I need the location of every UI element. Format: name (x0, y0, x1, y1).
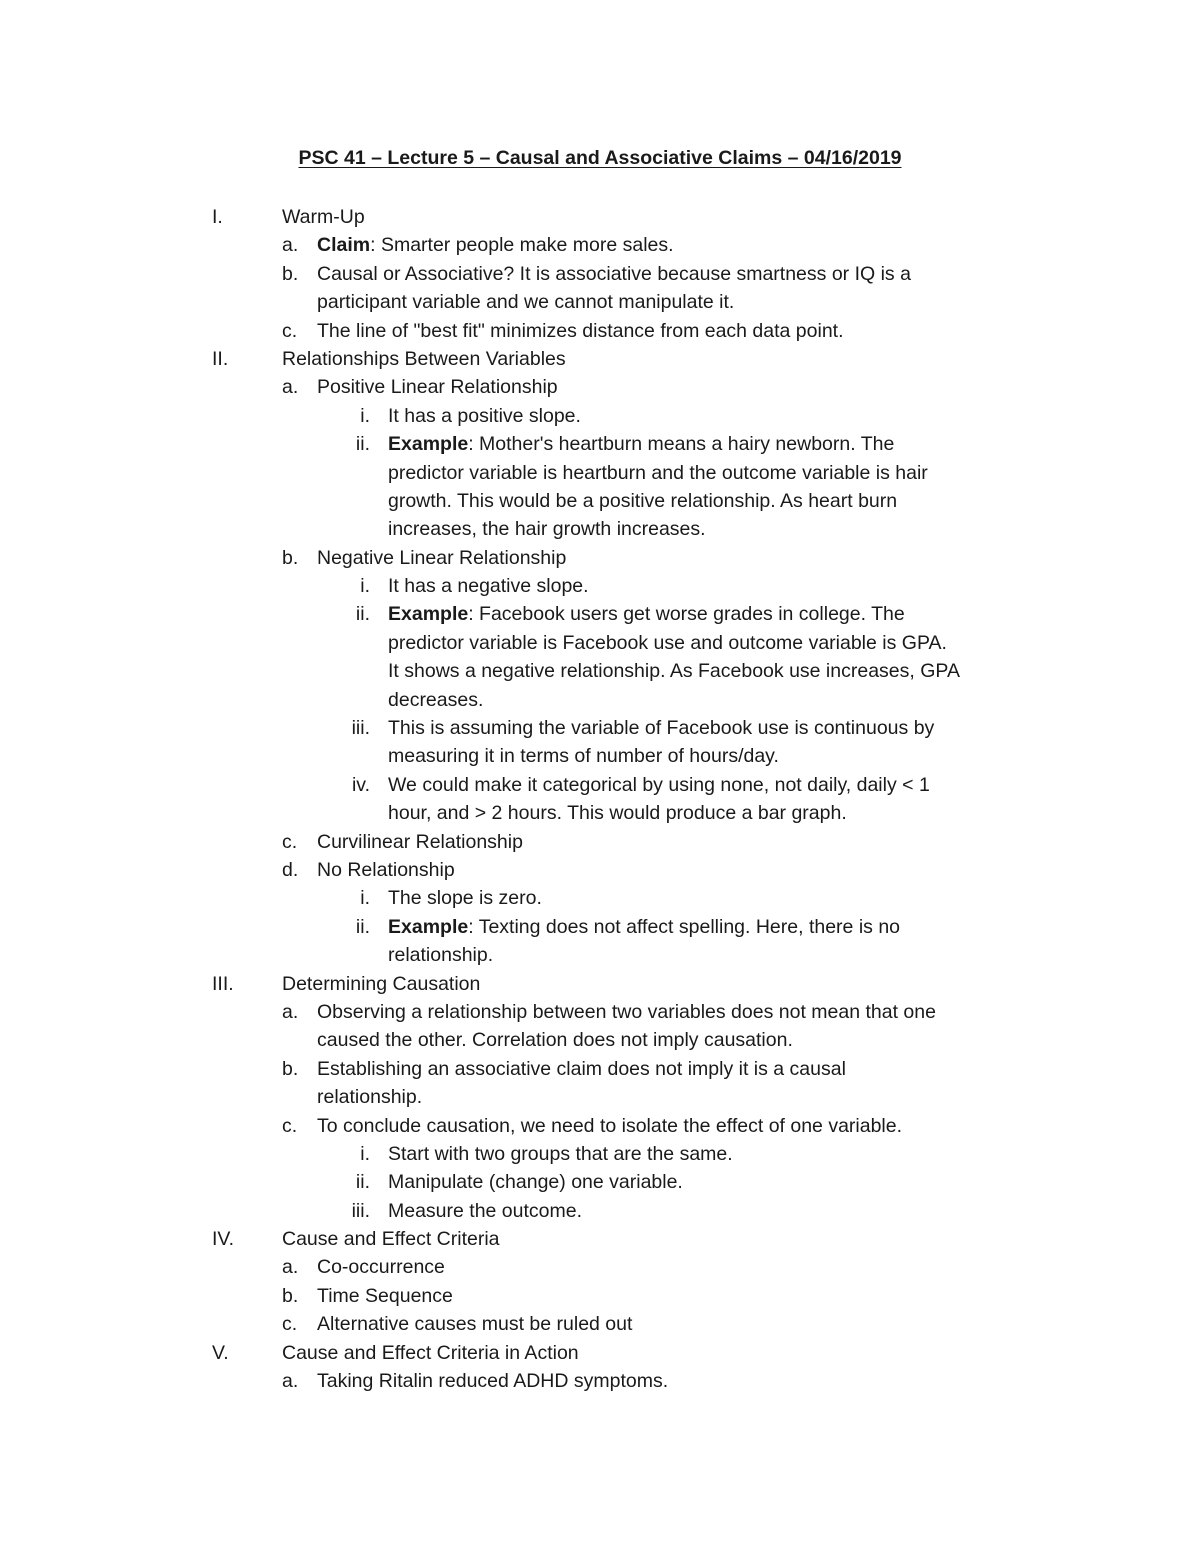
outline-item (0, 317, 1200, 345)
outline-marker: II. (212, 347, 229, 370)
outline-marker: c. (282, 830, 298, 853)
outline-text (317, 317, 844, 345)
outline-marker: ii. (355, 1171, 370, 1194)
line-text: It has a negative slope. (388, 575, 589, 598)
outline-line (0, 970, 1200, 998)
outline-item (0, 1112, 1200, 1140)
outline-text (388, 572, 589, 600)
outline-line (0, 1168, 1200, 1196)
outline-text (388, 1197, 582, 1225)
outline-item (0, 1310, 1200, 1338)
outline-subitem (0, 913, 1200, 970)
outline-item (0, 231, 1200, 259)
outline-line (0, 402, 1200, 430)
outline-text (388, 487, 897, 515)
outline-line (0, 856, 1200, 884)
outline-marker: IV. (212, 1228, 235, 1251)
outline-marker: iii. (351, 1199, 370, 1222)
line-text: Positive Linear Relationship (317, 376, 558, 399)
bold-label: Example (388, 433, 469, 456)
line-text: relationship. (317, 1086, 423, 1109)
outline-line (0, 1225, 1200, 1253)
outline-text (282, 203, 365, 231)
line-text: No Relationship (317, 858, 455, 881)
line-text: Relationships Between Variables (282, 347, 566, 370)
outline-item (0, 1282, 1200, 1310)
outline-marker: ii. (355, 915, 370, 938)
outline-subitem (0, 430, 1200, 544)
outline-text (388, 402, 581, 430)
line-text: increases, the hair growth increases. (388, 518, 706, 541)
outline-marker: b. (282, 1057, 299, 1080)
outline-text (388, 884, 542, 912)
outline-item (0, 856, 1200, 884)
outline-text (388, 1168, 683, 1196)
outline-text (388, 941, 493, 969)
outline-marker: b. (282, 546, 299, 569)
line-text: The line of "best fit" minimizes distance from each data point. (317, 319, 844, 342)
outline-text (317, 1083, 422, 1111)
outline-marker: iv. (351, 773, 370, 796)
line-text: Determining Causation (282, 972, 481, 995)
outline-text (388, 742, 779, 770)
line-text: Cause and Effect Criteria in Action (282, 1341, 579, 1364)
outline-marker: b. (282, 1284, 299, 1307)
outline-marker: ii. (355, 603, 370, 626)
outline-subitem (0, 884, 1200, 912)
outline-line (0, 913, 1200, 941)
outline-item (0, 1367, 1200, 1395)
outline-marker: c. (282, 1313, 298, 1336)
outline-line (0, 544, 1200, 572)
outline-subitem (0, 572, 1200, 600)
outline-marker: i. (360, 887, 370, 910)
line-text: predictor variable is Facebook use and outcome variable is GPA. (388, 631, 947, 654)
outline-line (0, 572, 1200, 600)
outline-text (317, 1282, 453, 1310)
outline-line (0, 1197, 1200, 1225)
outline-line (0, 1367, 1200, 1395)
line-text: predictor variable is heartburn and the outcome variable is hair (388, 461, 928, 484)
page-title: PSC 41 – Lecture 5 – Causal and Associative Claims – 04/16/2019 (298, 147, 902, 169)
outline-marker: i. (360, 1142, 370, 1165)
outline-section (0, 345, 1200, 373)
outline-marker: V. (212, 1341, 229, 1364)
line-text: It has a positive slope. (388, 404, 581, 427)
outline-line (0, 1339, 1200, 1367)
outline-text (317, 1367, 668, 1395)
line-text: Manipulate (change) one variable. (388, 1171, 683, 1194)
line-text: Measure the outcome. (388, 1199, 583, 1222)
outline-marker: c. (282, 319, 298, 342)
outline-text (282, 1225, 500, 1253)
line-text: Causal or Associative? It is associative because smartness or IQ is a (317, 262, 911, 285)
outline-text (317, 544, 566, 572)
outline-subitem (0, 1140, 1200, 1168)
line-text: Observing a relationship between two variables does not mean that one (317, 1000, 936, 1023)
line-text: Taking Ritalin reduced ADHD symptoms. (317, 1370, 669, 1393)
outline-text (317, 1253, 445, 1281)
outline-marker: i. (360, 404, 370, 427)
bold-label: Claim (317, 234, 371, 257)
outline-marker: I. (212, 206, 223, 228)
outline-line (0, 686, 1200, 714)
outline-line (0, 714, 1200, 742)
outline-text (282, 1339, 579, 1367)
outline-text (388, 686, 483, 714)
line-text: Co-occurrence (317, 1256, 445, 1279)
outline-text (317, 1112, 902, 1140)
line-text: growth. This would be a positive relationship. As heart burn (388, 489, 898, 512)
outline-line (0, 799, 1200, 827)
line-text: caused the other. Correlation does not imply causation. (317, 1029, 793, 1052)
outline-line (0, 600, 1200, 628)
outline-item (0, 998, 1200, 1055)
outline-marker: c. (282, 1114, 298, 1137)
outline-marker: a. (282, 1370, 299, 1393)
outline-text (317, 1310, 632, 1338)
outline-line (0, 459, 1200, 487)
outline-text (388, 1140, 733, 1168)
line-text: It shows a negative relationship. As Facebook use increases, GPA (388, 660, 960, 683)
line-text: : Facebook users get worse grades in college. The (468, 603, 905, 626)
outline-line (0, 1026, 1200, 1054)
outline-text (388, 459, 928, 487)
outline-line (0, 288, 1200, 316)
line-text: Establishing an associative claim does not imply it is a causal (317, 1057, 846, 1080)
outline-line (0, 1140, 1200, 1168)
outline-text (388, 629, 947, 657)
bold-label: Example (388, 915, 469, 938)
outline-line (0, 1055, 1200, 1083)
outline-line (0, 1253, 1200, 1281)
line-text: Curvilinear Relationship (317, 830, 523, 853)
line-text: hour, and > 2 hours. This would produce a bar graph. (388, 802, 847, 825)
line-text: decreases. (388, 688, 484, 711)
outline-item (0, 260, 1200, 317)
line-text: Start with two groups that are the same. (388, 1142, 733, 1165)
outline-item (0, 544, 1200, 572)
line-text: Cause and Effect Criteria (282, 1228, 500, 1251)
line-text: Time Sequence (317, 1284, 453, 1307)
outline-marker: a. (282, 1256, 299, 1279)
outline-text (388, 799, 847, 827)
outline-line (0, 629, 1200, 657)
outline-text (388, 657, 960, 685)
outline-line (0, 487, 1200, 515)
line-text: Negative Linear Relationship (317, 546, 567, 569)
outline-section (0, 970, 1200, 998)
outline-line (0, 1282, 1200, 1310)
outline-item (0, 1253, 1200, 1281)
outline-text (317, 231, 674, 259)
outline-subitem (0, 600, 1200, 714)
outline-line (0, 317, 1200, 345)
outline-marker: III. (212, 972, 234, 995)
outline-section (0, 1225, 1200, 1253)
line-text: relationship. (388, 944, 494, 967)
outline-line (0, 998, 1200, 1026)
outline-line (0, 1112, 1200, 1140)
outline-section (0, 1339, 1200, 1367)
outline-section (0, 203, 1200, 231)
line-text: : Smarter people make more sales. (370, 234, 674, 257)
outline-text (282, 970, 480, 998)
outline-marker: i. (360, 575, 370, 598)
outline-line (0, 515, 1200, 543)
outline-marker: ii. (355, 433, 370, 456)
outline-line (0, 884, 1200, 912)
outline-line (0, 231, 1200, 259)
outline-line (0, 828, 1200, 856)
outline-marker: a. (282, 376, 299, 399)
outline-text (388, 714, 934, 742)
outline-text (317, 288, 734, 316)
outline-line (0, 1083, 1200, 1111)
outline-item (0, 373, 1200, 401)
outline-line (0, 430, 1200, 458)
outline-subitem (0, 714, 1200, 771)
outline-line (0, 771, 1200, 799)
outline-text (388, 771, 930, 799)
outline-line (0, 1310, 1200, 1338)
line-text: Alternative causes must be ruled out (317, 1313, 633, 1336)
outline-line (0, 260, 1200, 288)
outline-marker: a. (282, 1000, 299, 1023)
lecture-outline (0, 203, 1200, 1395)
outline-text (317, 828, 523, 856)
line-text: This is assuming the variable of Facebook use is continuous by (388, 717, 935, 740)
outline-text (388, 430, 894, 458)
outline-line (0, 657, 1200, 685)
outline-marker: a. (282, 234, 299, 257)
outline-text (282, 345, 566, 373)
line-text: : Texting does not affect spelling. Here, there is no (468, 915, 901, 938)
outline-marker: d. (282, 858, 299, 881)
bold-label: Example (388, 603, 469, 626)
line-text: participant variable and we cannot manipulate it. (317, 291, 735, 314)
line-text: We could make it categorical by using none, not daily, daily < 1 (388, 773, 930, 796)
outline-text (388, 515, 706, 543)
outline-text (388, 600, 905, 628)
outline-marker: iii. (351, 717, 370, 740)
outline-marker: b. (282, 262, 299, 285)
line-text: To conclude causation, we need to isolate the effect of one variable. (317, 1114, 903, 1137)
outline-item (0, 828, 1200, 856)
outline-subitem (0, 1197, 1200, 1225)
outline-line (0, 941, 1200, 969)
outline-text (317, 260, 911, 288)
line-text: The slope is zero. (388, 887, 542, 910)
outline-text (317, 856, 455, 884)
outline-line (0, 345, 1200, 373)
outline-subitem (0, 402, 1200, 430)
line-text: : Mother's heartburn means a hairy newborn. The (468, 433, 895, 456)
outline-text (317, 373, 558, 401)
outline-subitem (0, 1168, 1200, 1196)
outline-text (317, 1026, 793, 1054)
line-text: Warm-Up (282, 206, 365, 228)
outline-text (388, 913, 900, 941)
outline-item (0, 1055, 1200, 1112)
outline-text (317, 998, 936, 1026)
outline-line (0, 373, 1200, 401)
line-text: measuring it in terms of number of hours/day. (388, 745, 779, 768)
outline-text (317, 1055, 846, 1083)
outline-line (0, 203, 1200, 231)
outline-line (0, 742, 1200, 770)
outline-subitem (0, 771, 1200, 828)
